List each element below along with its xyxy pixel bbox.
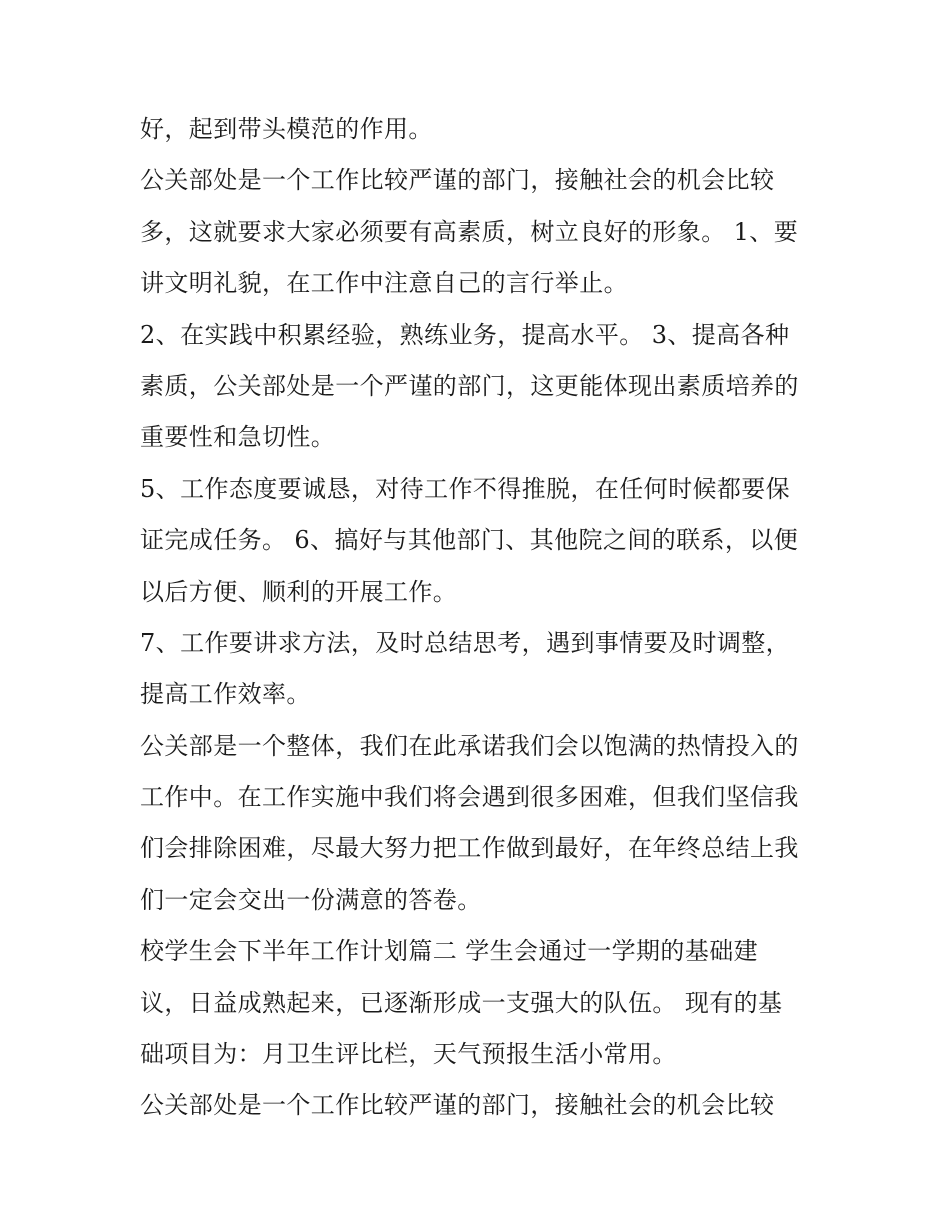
text-line: 校学生会下半年工作计划篇二 学生会通过一学期的基础建 <box>140 937 759 966</box>
text-line: 公关部处是一个工作比较严谨的部门，接触社会的机会比较 <box>140 166 775 195</box>
text-line: 素质，公关部处是一个严谨的部门，这更能体现出素质培养的 <box>140 371 799 400</box>
text-line: 们会排除困难，尽最大努力把工作做到最好，在年终总结上我 <box>140 834 799 863</box>
document-body <box>140 104 830 1132</box>
text-line: 提高工作效率。 <box>140 680 311 709</box>
text-line: 公关部处是一个工作比较严谨的部门，接触社会的机会比较 <box>140 1091 775 1120</box>
text-line: 议，日益成熟起来，已逐渐形成一支强大的队伍。 现有的基 <box>140 988 783 1017</box>
text-line: 重要性和急切性。 <box>140 423 336 452</box>
text-line: 好，起到带头模范的作用。 <box>140 115 433 143</box>
text-line: 7、工作要讲求方法，及时总结思考，遇到事情要及时调整， <box>140 628 791 657</box>
text-line: 们一定会交出一份满意的答卷。 <box>140 885 482 914</box>
text-line: 5、工作态度要诚恳，对待工作不得推脱，在任何时候都要保 <box>140 474 791 503</box>
text-line: 以后方便、顺利的开展工作。 <box>140 577 458 606</box>
text-line: 公关部是一个整体，我们在此承诺我们会以饱满的热情投入的 <box>140 731 799 760</box>
text-line: 2、在实践中积累经验，熟练业务，提高水平。 3、提高各种 <box>140 320 790 349</box>
text-line: 多，这就要求大家必须要有高素质，树立良好的形象。 1、要 <box>140 217 799 246</box>
text-line: 讲文明礼貌，在工作中注意自己的言行举止。 <box>140 269 628 298</box>
text-line: 证完成任务。 6、搞好与其他部门、其他院之间的联系，以便 <box>140 526 799 555</box>
text-line: 础项目为：月卫生评比栏，天气预报生活小常用。 <box>140 1040 677 1069</box>
text-line: 工作中。在工作实施中我们将会遇到很多困难，但我们坚信我 <box>140 783 799 812</box>
